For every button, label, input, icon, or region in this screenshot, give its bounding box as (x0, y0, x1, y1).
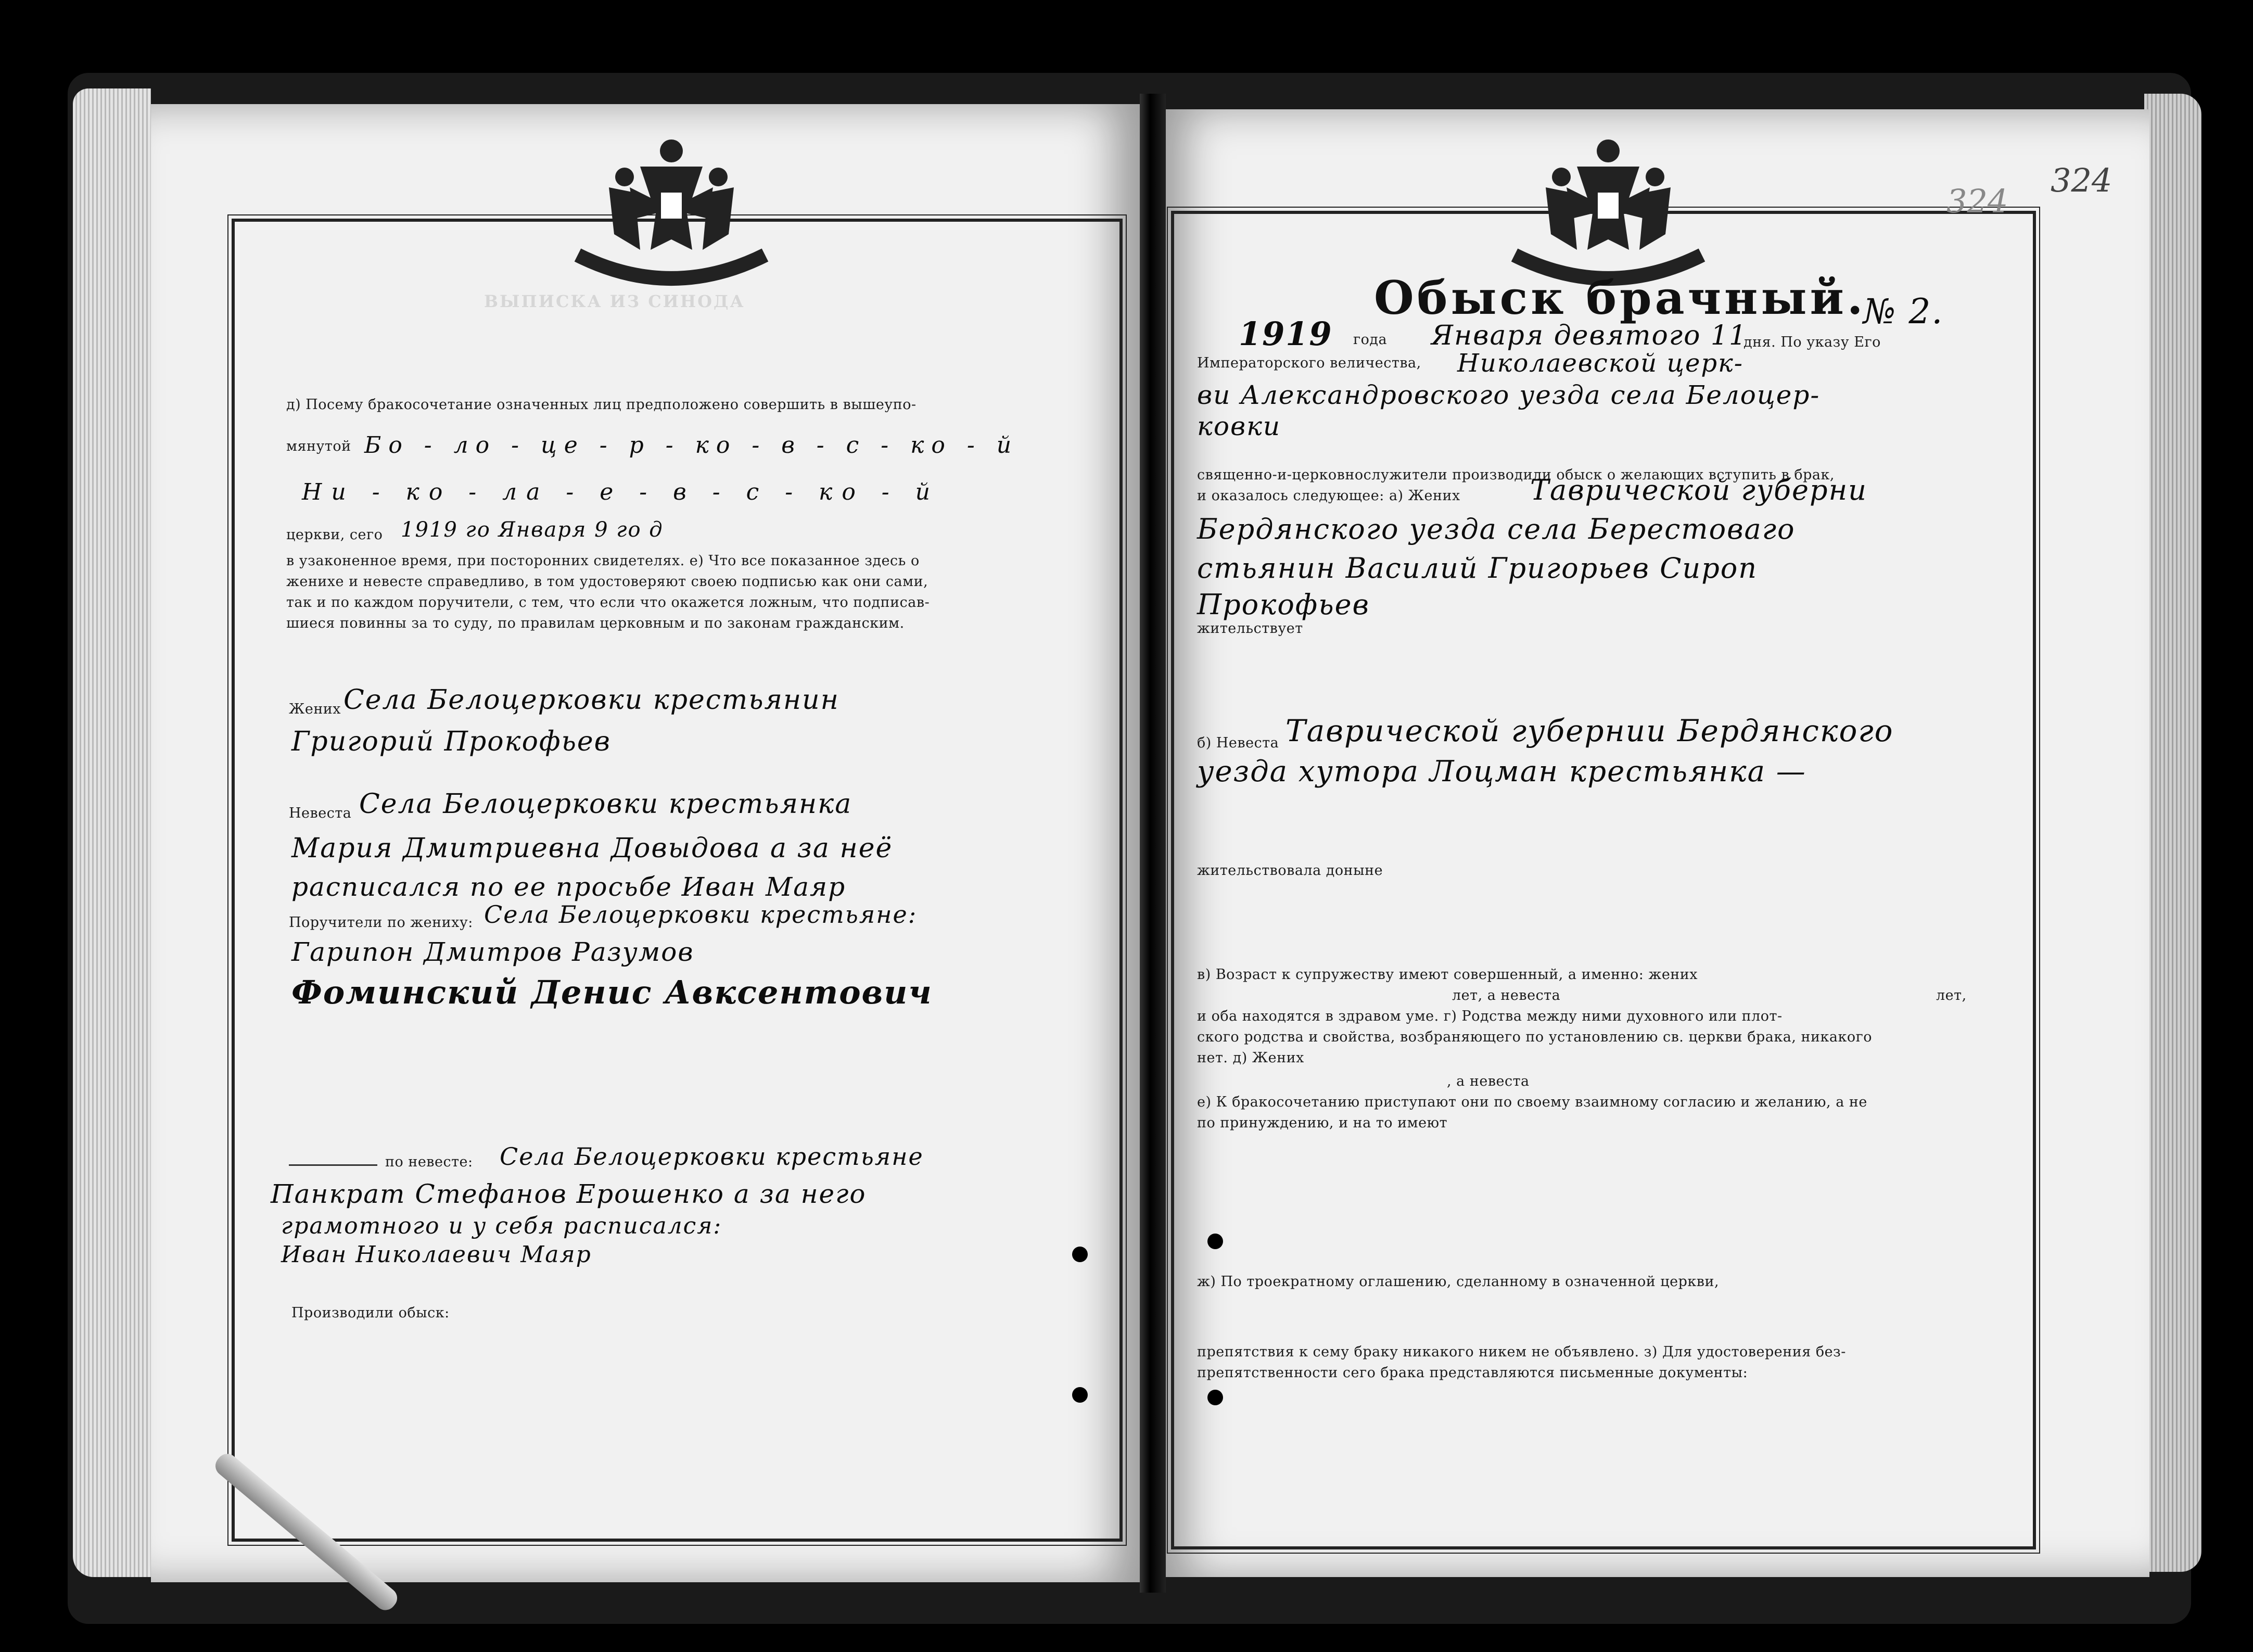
para-d-line4-label: церкви, сего (286, 527, 383, 543)
right-emblem (1499, 130, 1717, 286)
para-zh-line3: препятственности сего брака представляются письменные документы: (1197, 1365, 1748, 1381)
found-line-label: и оказалось следующее: а) Жених (1197, 488, 1460, 504)
groom-district-handwritten: Бердянского уезда села Берестоваго (1197, 513, 1796, 545)
para-zh-line1: ж) По троекратному оглашению, сделанному в означенной церкви, (1197, 1274, 1720, 1290)
year-label: года (1353, 332, 1388, 348)
surety-bride-1-handwritten: Панкрат Стефанов Ерошенко а за него (271, 1179, 867, 1209)
year-handwritten: 1919 (1239, 315, 1333, 353)
bride-signature-note-handwritten: расписался по ее просьбе Иван Маяр (291, 872, 846, 902)
binding-ring (1072, 1387, 1088, 1403)
bride-label-right: б) Невеста (1197, 735, 1279, 751)
para-e-line4: шиеся повинны за то суду, по правилам церковным и по законам гражданским. (286, 615, 905, 631)
bride-residence-label: жительствовала доныне (1197, 862, 1383, 879)
marriage-date-handwritten: 1919 го Января 9 го д (401, 518, 664, 542)
church-handwritten: Николаевской церк- (1457, 349, 1743, 378)
surety-groom-2-handwritten: Фоминский Денис Авксентович (291, 973, 933, 1011)
para-zh-line2: препятствия к сему браку никакого никем не объявлено. з) Для удостоверения без- (1197, 1344, 1846, 1360)
para-e-line3: так и по каждом поручители, с тем, что если что окажется ложным, что подписав- (286, 594, 930, 611)
para-d-line1: д) Посему бракосочетание означенных лиц предположено совершить в вышеупо- (286, 397, 917, 413)
page-title: Обыск брачный. (1374, 271, 1866, 325)
para-e-line2: женихе и невесте справедливо, в том удостоверяют своею подписью как они сами, (286, 574, 928, 590)
bride-origin-handwritten: Села Белоцерковки крестьянка (359, 789, 852, 820)
para-v-line3: и оба находятся в здравом уме. г) Родства между ними духовного или плот- (1197, 1008, 1783, 1024)
para-v-line4: ского родства и свойства, возбраняющего по установлению св. церкви брака, никакого (1197, 1029, 1873, 1045)
groom-patronymic-handwritten: Прокофьев (1197, 588, 1370, 621)
bride-district-handwritten: уезда хутора Лоцман крестьянка — (1197, 755, 1806, 789)
bride-name-handwritten: Мария Дмитриевна Довыдова а за неё (291, 833, 893, 864)
sureties-groom-origin-handwritten: Села Белоцерковки крестьяне: (484, 900, 918, 929)
church-name-handwritten-2: Ни - ко - ла - е - в - с - ко - й (302, 479, 939, 505)
sureties-bride-origin-handwritten: Села Белоцерковки крестьяне (500, 1142, 924, 1171)
left-bleed-through-heading: ВЫПИСКА ИЗ СИНОДА (484, 291, 745, 311)
surety-bride-note-handwritten: грамотного и у себя расписался: (281, 1213, 722, 1239)
groom-name-handwritten: Григорий Прокофьев (291, 726, 611, 757)
groom-residence-label: жительствует (1197, 620, 1303, 637)
right-page-edges (2144, 94, 2201, 1572)
surety-bride-signer-handwritten: Иван Николаевич Маяр (281, 1241, 592, 1268)
surety-groom-1-handwritten: Гарипон Дмитров Разумов (291, 937, 694, 967)
para-d-line2-label: мянутой (286, 438, 351, 454)
church-name-handwritten: Бо - ло - це - р - ко - в - с - ко - й (364, 432, 1019, 459)
para-v-line6: , а невеста (1447, 1073, 1530, 1089)
bride-label: Невеста (289, 805, 352, 821)
para-e-line1: в узаконенное время, при посторонних свидетелях. е) Что все показанное здесь о (286, 553, 920, 569)
left-emblem (562, 130, 781, 286)
sureties-groom-label: Поручители по жениху: (289, 914, 473, 931)
day-label: дня. По указу Его (1743, 334, 1881, 350)
book-gutter (1140, 94, 1166, 1593)
groom-origin-handwritten: Села Белоцерковки крестьянин (343, 684, 839, 716)
para-e-right-line1: е) К бракосочетанию приступают они по своему взаимному согласию и желанию, а не (1197, 1094, 1867, 1110)
left-page-edges (73, 88, 151, 1577)
date-handwritten: Января девятого 11 (1431, 320, 1748, 351)
district-handwritten: ви Александровского уезда села Белоцер- (1197, 380, 1821, 410)
groom-name-handwritten-right: стьянин Василий Григорьев Сироп (1197, 552, 1758, 584)
sureties-bride-label: по невесте: (385, 1154, 473, 1170)
village-handwritten: ковки (1197, 411, 1281, 441)
groom-province-handwritten: Таврической губерни (1530, 474, 1867, 506)
binding-ring (1207, 1234, 1223, 1249)
clergy-line: священно-и-церковнослужители производили обыск о желающих вступить в брак, (1197, 467, 1835, 483)
sureties-bride-dash (289, 1164, 377, 1166)
para-v-line1: в) Возраст к супружеству имеют совершенный, а именно: жених (1197, 967, 1698, 983)
binding-ring (1072, 1247, 1088, 1262)
record-number: № 2. (1863, 291, 1944, 332)
page-number-pencil: 324 (1946, 182, 2008, 220)
search-performed-label: Производили обыск: (291, 1305, 450, 1321)
para-v-line5: нет. д) Жених (1197, 1050, 1304, 1066)
imperial-majesty-line: Императорского величества, (1197, 355, 1421, 371)
binding-ring (1207, 1390, 1223, 1405)
para-v-line2: лет, а невеста (1452, 987, 1561, 1003)
groom-label: Жених (289, 701, 341, 717)
para-v-line2-end: лет, (1936, 987, 1967, 1003)
para-e-right-line2: по принуждению, и на то имеют (1197, 1115, 1448, 1131)
bride-province-handwritten: Таврической губернии Бердянского (1285, 713, 1894, 748)
page-number-ink: 324 (2051, 161, 2112, 199)
